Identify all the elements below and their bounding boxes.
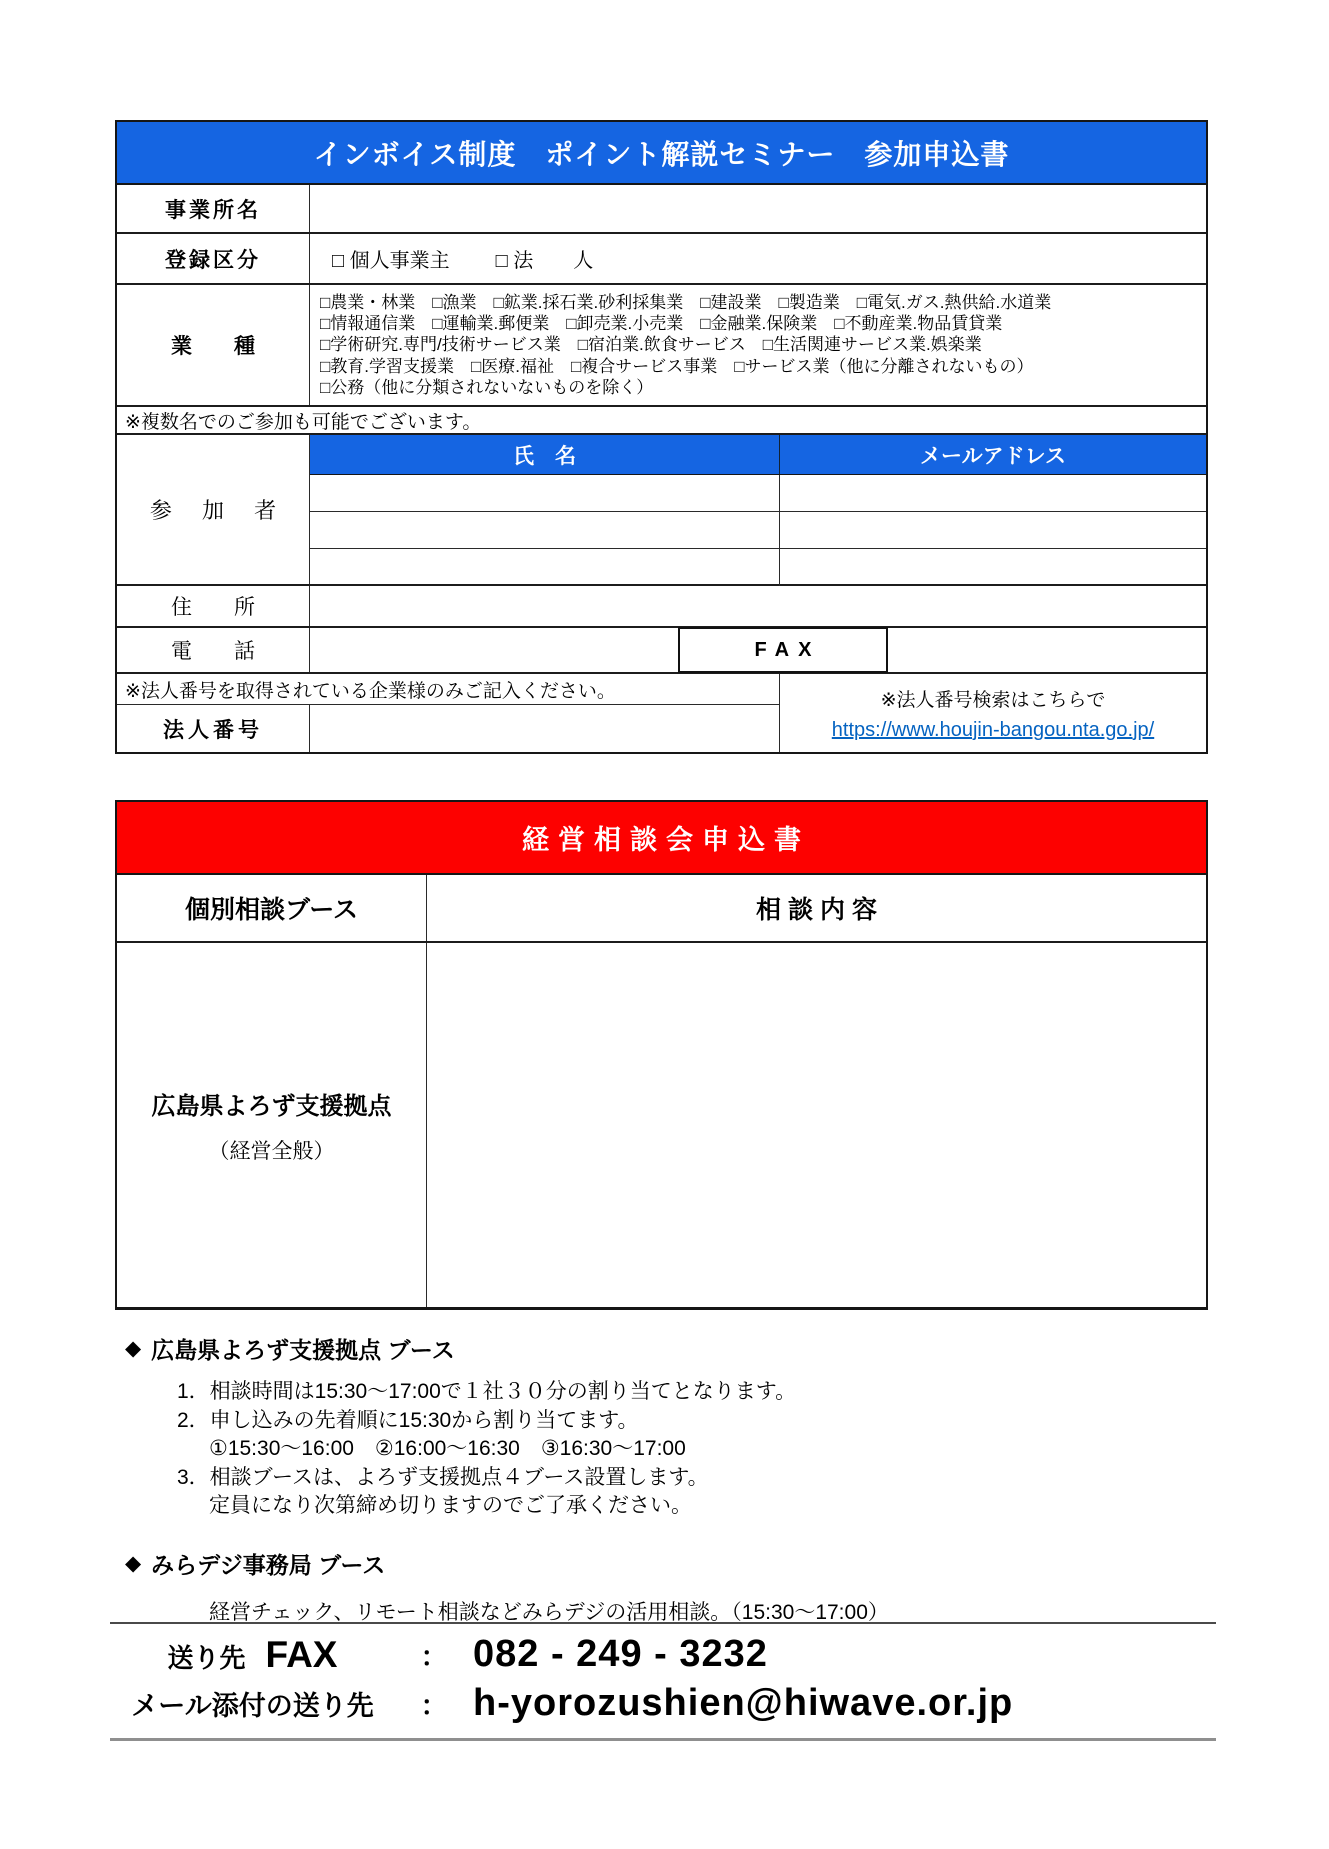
email-column-header: メールアドレス xyxy=(920,444,1066,468)
miradigi-booth-heading-text: みらデジ事務局 ブース xyxy=(151,1551,386,1578)
participant-row xyxy=(310,475,1206,512)
multiple-participants-note: ※複数名でのご参加も可能でございます。 xyxy=(117,405,1206,435)
industry-label: 業 種 xyxy=(117,285,310,405)
note-item: 経営チェック、リモート相談などみらデジの活用相談。（15:30～17:00） xyxy=(209,1600,889,1624)
email-address: h-yorozushien@hiwave.or.jp xyxy=(473,1682,1014,1724)
mail-send-label: メール添付の送り先 xyxy=(131,1691,374,1721)
fax-method-label: FAX xyxy=(265,1633,338,1675)
address-row xyxy=(117,586,1206,628)
seminar-form-table xyxy=(115,120,1208,754)
participant-name-field[interactable] xyxy=(310,475,780,511)
participant-email-field[interactable] xyxy=(780,512,1206,548)
industry-options xyxy=(310,285,1206,405)
notes-section xyxy=(115,1332,1220,1626)
corporate-number-label: 法人番号 xyxy=(117,705,310,752)
colon-separator: ： xyxy=(420,1691,448,1721)
participants-label: 参 加 者 xyxy=(117,435,310,584)
seminar-form-title: インボイス制度 ポイント解説セミナー 参加申込書 xyxy=(117,122,1206,185)
note-item: ①15:30～16:00 ②16:00～16:30 ③16:30～17:00 xyxy=(209,1437,686,1460)
note-item: 2．申し込みの先着順に15:30から割り当てます。 xyxy=(177,1408,639,1432)
phone-row xyxy=(117,628,1206,674)
note-item: 定員になり次第締め切りますのでご了承ください。 xyxy=(209,1494,692,1517)
fax-field[interactable] xyxy=(888,628,1206,672)
phone-label: 電 話 xyxy=(117,628,310,672)
mail-send-row xyxy=(110,1682,1216,1725)
yorozu-booth-heading xyxy=(125,1332,1220,1365)
office-name-row xyxy=(117,185,1206,234)
participant-name-field[interactable] xyxy=(310,512,780,548)
content-column-header: 相談内容 xyxy=(755,896,884,924)
corporate-number-search-note: ※法人番号検索はこちらで xyxy=(880,689,1106,711)
yorozu-booth-heading-text: 広島県よろず支援拠点 ブース xyxy=(151,1337,455,1363)
fax-label: FAX xyxy=(678,627,888,673)
industry-option-line: □教育.学習支援業 □医療.福祉 □複合サービス事業 □サービス業（他に分離されないもの） xyxy=(320,356,1034,376)
industry-option-line: □公務（他に分類されないないものを除く） xyxy=(320,377,654,397)
participant-email-field[interactable] xyxy=(780,549,1206,586)
note-item: 3．相談ブースは、よろず支援拠点４ブース設置します。 xyxy=(177,1465,709,1489)
participant-email-field[interactable] xyxy=(780,475,1206,511)
industry-option-line: □農業・林業 □漁業 □鉱業.採石業.砂利採集業 □建設業 □製造業 □電気.ガス.熱供給.水道業 xyxy=(320,293,1052,312)
industry-row xyxy=(117,285,1206,405)
phone-field[interactable] xyxy=(310,628,678,672)
consultation-content-field[interactable] xyxy=(427,943,1206,1307)
consultation-form-table xyxy=(115,800,1208,1310)
corporate-number-search-link[interactable]: https://www.houjin-bangou.nta.go.jp/ xyxy=(831,718,1155,741)
diamond-icon: ◆ xyxy=(125,1337,142,1360)
participants-section xyxy=(117,435,1206,586)
registration-row xyxy=(117,234,1206,285)
send-to-footer xyxy=(110,1622,1216,1741)
booth-cell xyxy=(117,943,427,1307)
name-column-header: 氏 名 xyxy=(310,435,780,474)
checkbox-option-corporation[interactable]: □ 法 人 xyxy=(495,250,594,272)
booth-scope: （経営全般） xyxy=(208,1139,335,1163)
address-label: 住 所 xyxy=(117,586,310,626)
office-name-label: 事業所名 xyxy=(117,185,310,232)
industry-option-line: □情報通信業 □運輸業.郵便業 □卸売業.小売業 □金融業.保険業 □不動産業.物品賃貸業 xyxy=(320,314,1003,334)
corporate-number-section xyxy=(117,674,1206,752)
corporate-number-note: ※法人番号を取得されている企業様のみご記入ください。 xyxy=(117,674,779,705)
participant-row xyxy=(310,512,1206,549)
consultation-form-title: 経営相談会申込書 xyxy=(117,802,1206,875)
fax-number: 082 - 249 - 3232 xyxy=(473,1633,768,1675)
industry-option-line: □学術研究.専門/技術サービス業 □宿泊業.飲食サービス □生活関連サービス業.娯楽業 xyxy=(320,335,982,355)
fax-send-row xyxy=(110,1633,1216,1676)
yorozu-booth-notes xyxy=(115,1378,1220,1521)
checkbox-option-individual[interactable]: □ 個人事業主 xyxy=(332,250,450,272)
booth-column-header: 個別相談ブース xyxy=(117,875,427,941)
participant-row xyxy=(310,549,1206,586)
fax-send-label: 送り先 xyxy=(167,1642,246,1673)
registration-label: 登録区分 xyxy=(117,234,310,283)
miradigi-booth-heading xyxy=(125,1547,1220,1580)
corporate-number-field[interactable] xyxy=(310,705,779,752)
address-field[interactable] xyxy=(310,586,1206,626)
colon-separator: ： xyxy=(420,1642,448,1672)
diamond-icon: ◆ xyxy=(125,1551,142,1575)
office-name-field[interactable] xyxy=(310,185,1206,232)
participant-name-field[interactable] xyxy=(310,549,780,586)
note-item: 1．相談時間は15:30～17:00で１社３０分の割り当てとなります。 xyxy=(177,1380,797,1403)
booth-name: 広島県よろず支援拠点 xyxy=(151,1092,392,1120)
